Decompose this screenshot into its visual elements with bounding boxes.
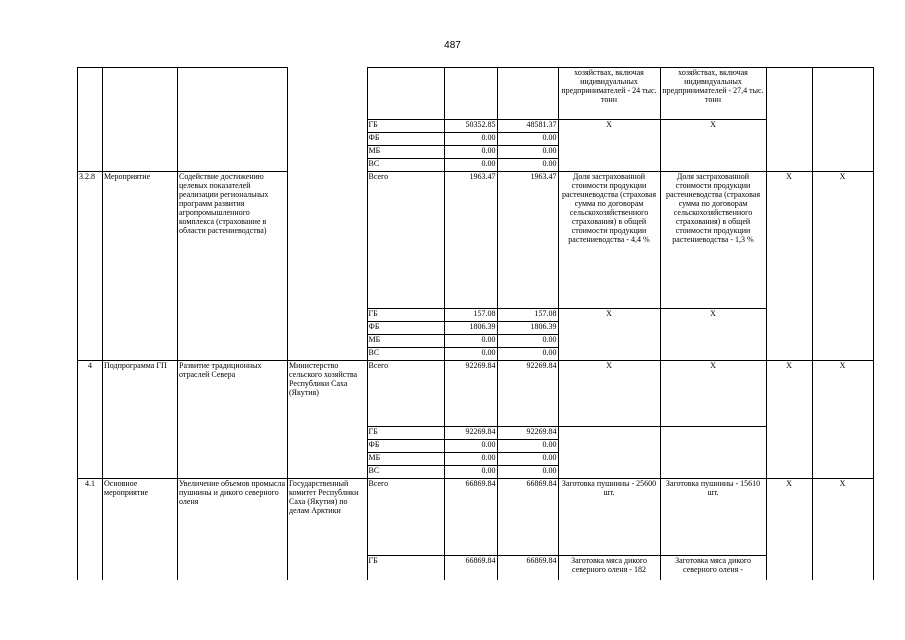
name-cell [178,453,288,466]
value-cell: 92269.84 [444,361,497,427]
name-cell [178,556,288,580]
mark-cell: Х [766,479,812,556]
mark-cell [812,133,873,146]
value-cell: 1963.47 [444,172,497,309]
source-cell: ФБ [367,133,444,146]
mark-cell [812,348,873,361]
source-cell: ВС [367,466,444,479]
value-cell: 66869.84 [497,556,558,580]
num-cell [78,348,103,361]
value-cell: 157.08 [497,309,558,322]
row-executor: Государственный комитет Республики Саха (Якутия) по делам Арктики [288,479,365,556]
indicator-cell: Х [558,309,660,322]
table-row [78,335,874,348]
num-cell [78,309,103,322]
value-cell: 92269.84 [497,361,558,427]
name-cell [178,466,288,479]
mark-cell [766,440,812,453]
indicator-cell [660,453,766,466]
executor-cell [288,335,365,348]
num-cell [78,146,103,159]
executor-cell [288,146,365,159]
indicator-cell [660,427,766,440]
source-cell: Всего [367,479,444,556]
row-type: Мероприятие [103,172,178,309]
indicator-cell [558,146,660,159]
indicator-cell [558,440,660,453]
value-cell: 0.00 [497,348,558,361]
mark-cell [766,348,812,361]
mark-cell [766,322,812,335]
mark-cell [766,427,812,440]
value-cell: 1806.39 [444,322,497,335]
mark-cell [766,453,812,466]
type-cell [103,146,178,159]
indicator-cell [660,466,766,479]
executor-cell [288,309,365,322]
executor-cell [288,120,365,133]
name-cell [178,309,288,322]
name-cell [178,348,288,361]
executor-cell [288,172,365,309]
indicator-cell [660,322,766,335]
row-executor: Министерство сельского хозяйства Республики Саха (Якутия) [288,361,365,427]
num-cell [78,335,103,348]
table-row [78,120,874,133]
value-cell: 92269.84 [497,427,558,440]
num-cell [78,453,103,466]
num-cell [78,427,103,440]
source-cell: ГБ [367,427,444,440]
name-cell [178,68,288,120]
source-cell: Всего [367,361,444,427]
name-cell [178,146,288,159]
type-cell [103,120,178,133]
name-cell [178,322,288,335]
source-cell: МБ [367,453,444,466]
indicator-cell: Х [558,120,660,133]
mark-cell [812,335,873,348]
indicator-cell [558,453,660,466]
num-cell [78,133,103,146]
type-cell [103,453,178,466]
executor-cell [288,466,365,479]
indicator-cell: хозяйствах, включая индивидуальных предпринимателей - 27,4 тыс. тонн [660,68,766,120]
indicator-cell: Доля застрахованной стоимости продукции растениеводства (страховая сумма по договорам сельскохозяйственного страхования) в общей стоимости продукции растениеводства - 4,4 % [558,172,660,309]
value-cell: 0.00 [497,146,558,159]
table-row [78,159,874,172]
num-cell [78,322,103,335]
mark-cell [812,159,873,172]
indicator-cell [660,348,766,361]
indicator-cell: Х [660,361,766,427]
mark-cell [812,322,873,335]
mark-cell [812,146,873,159]
mark-cell: Х [812,361,873,427]
indicator-cell [558,427,660,440]
indicator-cell [660,159,766,172]
mark-cell [766,309,812,322]
mark-cell [812,440,873,453]
table-row [78,133,874,146]
indicator-cell: Х [660,120,766,133]
source-cell: МБ [367,335,444,348]
value-cell: 66869.84 [444,479,497,556]
mark-cell: Х [766,361,812,427]
executor-cell [288,440,365,453]
mark-cell [766,466,812,479]
mark-cell [812,556,873,580]
name-cell [178,159,288,172]
executor-cell [288,159,365,172]
value-cell: 0.00 [444,440,497,453]
indicator-cell [558,133,660,146]
num-cell [78,556,103,580]
value-cell: 0.00 [444,159,497,172]
row-name: Увеличение объемов промысла пушнины и дикого северного оленя [178,479,288,556]
mark-cell [766,556,812,580]
name-cell [178,120,288,133]
indicator-cell: Х [660,309,766,322]
indicator-cell [558,335,660,348]
executor-cell [288,68,365,120]
value-cell: 0.00 [444,453,497,466]
source-cell [367,68,444,120]
num-cell [78,466,103,479]
value-cell [444,68,497,120]
table-row [78,361,874,427]
table-row [78,556,874,580]
type-cell [103,348,178,361]
row-number: 3.2.8 [78,172,103,309]
value-cell: 48581.37 [497,120,558,133]
indicator-cell: хозяйствах, включая индивидуальных предпринимателей - 24 тыс. тонн [558,68,660,120]
indicator-cell [558,466,660,479]
indicator-cell: Заготовка мяса дикого северного оленя - [660,556,766,580]
indicator-cell [558,322,660,335]
value-cell: 0.00 [444,146,497,159]
row-name: Содействие достижению целевых показателей реализации региональных программ развития агропромышленного комплекса (страхование в области растениеводства) [178,172,288,309]
indicator-cell: Заготовка пушнины - 25600 шт. [558,479,660,556]
indicator-cell [558,348,660,361]
executor-cell [288,453,365,466]
value-cell: 0.00 [497,133,558,146]
program-table [77,67,874,580]
row-type: Подпрограмма ГП [103,361,178,427]
type-cell [103,309,178,322]
mark-cell: Х [812,172,873,309]
value-cell: 0.00 [444,133,497,146]
mark-cell [766,68,812,120]
num-cell [78,120,103,133]
row-number: 4 [78,361,103,427]
source-cell: ВС [367,159,444,172]
mark-cell [766,335,812,348]
type-cell [103,440,178,453]
source-cell: ВС [367,348,444,361]
executor-cell [288,322,365,335]
indicator-cell [660,440,766,453]
value-cell: 0.00 [497,453,558,466]
table-row [78,466,874,479]
table-row [78,440,874,453]
num-cell [78,68,103,120]
table-row [78,322,874,335]
source-cell: ГБ [367,309,444,322]
mark-cell [766,146,812,159]
table-row [78,453,874,466]
indicator-cell: Заготовка пушнины - 15610 шт. [660,479,766,556]
source-cell: Всего [367,172,444,309]
row-type: Основное мероприятие [103,479,178,556]
num-cell [78,440,103,453]
name-cell [178,133,288,146]
type-cell [103,322,178,335]
mark-cell [812,120,873,133]
executor-cell [288,348,365,361]
table-row [78,309,874,322]
table-row [78,172,874,309]
page-number: 487 [444,40,461,51]
executor-cell [288,427,365,440]
table-row [78,427,874,440]
table-row [78,146,874,159]
value-cell: 1963.47 [497,172,558,309]
value-cell: 92269.84 [444,427,497,440]
mark-cell [766,120,812,133]
mark-cell [812,68,873,120]
value-cell: 66869.84 [444,556,497,580]
value-cell: 0.00 [497,466,558,479]
value-cell: 0.00 [444,335,497,348]
name-cell [178,427,288,440]
indicator-cell [660,133,766,146]
value-cell: 0.00 [497,159,558,172]
value-cell: 157.08 [444,309,497,322]
type-cell [103,159,178,172]
table-row [78,479,874,556]
type-cell [103,335,178,348]
source-cell: ФБ [367,322,444,335]
source-cell: ГБ [367,556,444,580]
executor-cell [288,133,365,146]
mark-cell [766,133,812,146]
row-name: Развитие традиционных отраслей Севера [178,361,288,427]
indicator-cell [558,159,660,172]
value-cell: 0.00 [497,335,558,348]
value-cell: 66869.84 [497,479,558,556]
source-cell: ГБ [367,120,444,133]
value-cell: 1806.39 [497,322,558,335]
table-row [78,348,874,361]
type-cell [103,133,178,146]
indicator-cell: Доля застрахованной стоимости продукции растениеводства (страховая сумма по договорам сельскохозяйственного страхования) в общей стоимости продукции растениеводства - 1,3 % [660,172,766,309]
type-cell [103,427,178,440]
source-cell: МБ [367,146,444,159]
row-number: 4.1 [78,479,103,556]
mark-cell [812,466,873,479]
num-cell [78,159,103,172]
mark-cell [812,309,873,322]
mark-cell [766,159,812,172]
indicator-cell: Х [558,361,660,427]
name-cell [178,440,288,453]
type-cell [103,556,178,580]
mark-cell: Х [766,172,812,309]
table-row [78,68,874,120]
value-cell [497,68,558,120]
mark-cell [812,453,873,466]
mark-cell [812,427,873,440]
type-cell [103,466,178,479]
type-cell [103,68,178,120]
indicator-cell: Заготовка мяса дикого северного оленя - 182 [558,556,660,580]
indicator-cell [660,335,766,348]
value-cell: 0.00 [444,348,497,361]
source-cell: ФБ [367,440,444,453]
name-cell [178,335,288,348]
mark-cell: Х [812,479,873,556]
value-cell: 0.00 [444,466,497,479]
value-cell: 0.00 [497,440,558,453]
indicator-cell [660,146,766,159]
value-cell: 50352.85 [444,120,497,133]
executor-cell [288,556,365,580]
